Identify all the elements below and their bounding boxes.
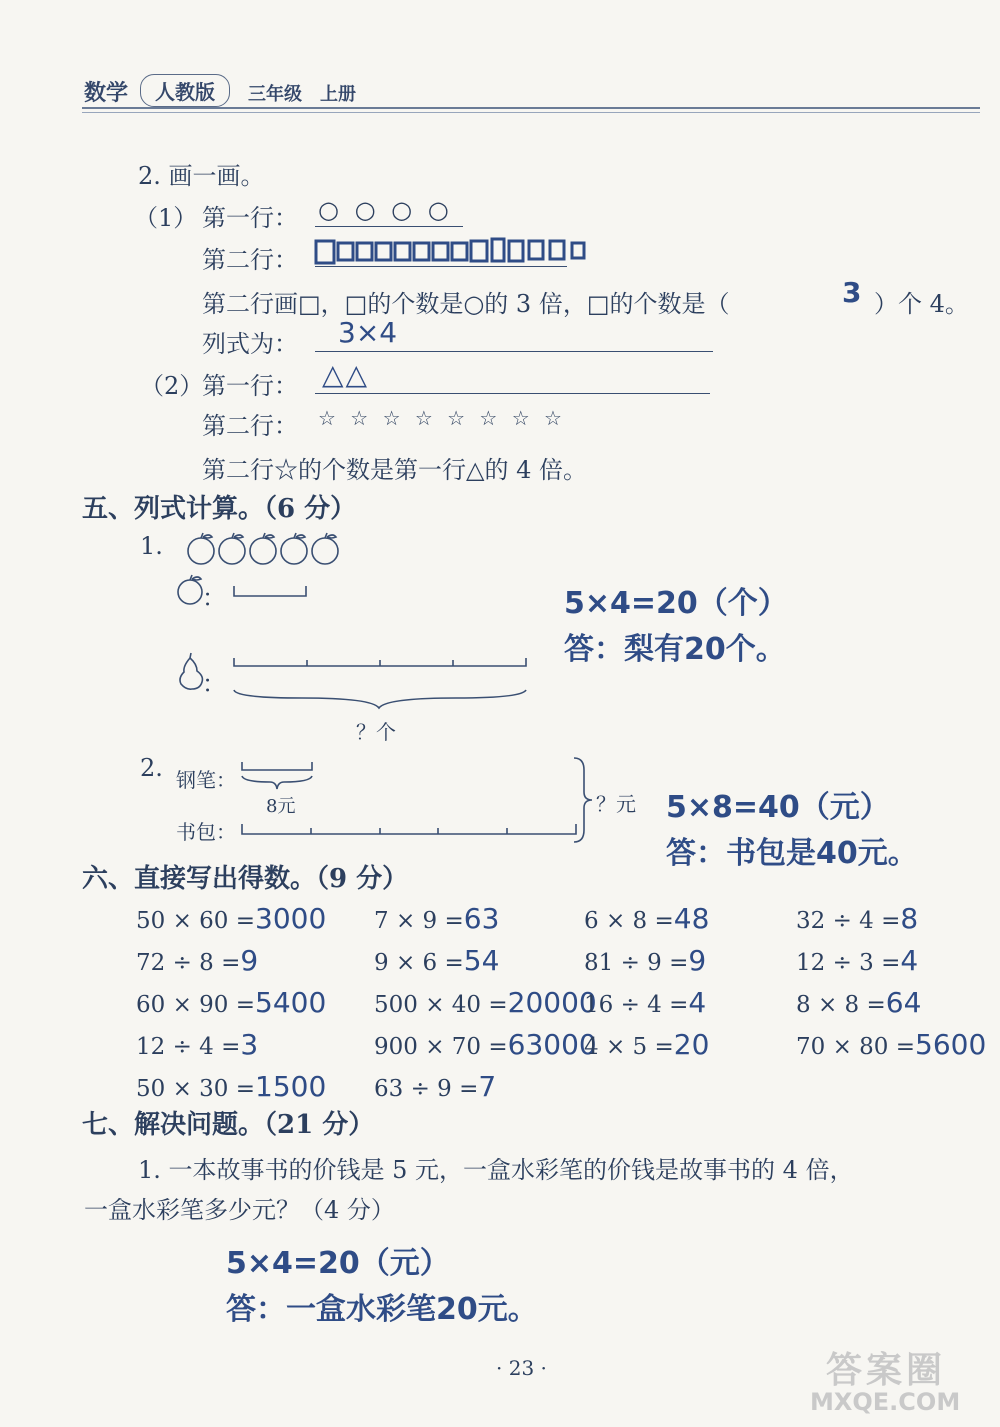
mental-math-answer: 3	[240, 1028, 259, 1061]
section5-title: 五、列式计算。（6 分）	[82, 494, 357, 524]
mental-math-item	[136, 1028, 258, 1061]
mental-math-question: 9 × 6 =	[374, 950, 464, 976]
mental-math-item	[796, 1028, 986, 1061]
mental-math-question: 500 × 40 =	[374, 992, 508, 1018]
mental-math-question: 7 × 9 =	[374, 908, 464, 934]
draw-row1-underline	[315, 226, 463, 227]
mental-math-question: 50 × 60 =	[136, 908, 256, 934]
section5-q2-number: 2.	[140, 754, 163, 782]
mental-math-answer: 9	[240, 944, 259, 977]
mental-math-question: 12 ÷ 4 =	[136, 1034, 241, 1060]
draw-part2-row2-stars: ☆ ☆ ☆ ☆ ☆ ☆ ☆ ☆	[318, 406, 566, 430]
apple-bar	[232, 584, 312, 600]
mental-math-item	[374, 1070, 496, 1103]
draw-part1-label: （1）	[134, 204, 198, 232]
header-grade: 三年级	[248, 84, 302, 105]
section7-q1-line2: 一盒水彩笔多少元？（4 分）	[84, 1196, 395, 1224]
mental-math-question: 6 × 8 =	[584, 908, 674, 934]
draw-part1-answer: 3	[842, 276, 862, 309]
pear-question: ？个	[356, 720, 396, 744]
mental-math-item	[796, 986, 921, 1019]
header-rule	[82, 107, 980, 109]
mental-math-item	[796, 902, 918, 935]
pear-bar	[232, 652, 532, 712]
section5-q1-number: 1.	[140, 532, 163, 560]
draw-row1-label: 第一行：	[202, 204, 298, 232]
mental-math-question: 32 ÷ 4 =	[796, 908, 901, 934]
section5-q1-formula: 5×4=20（个）	[564, 586, 788, 621]
pear-colon: ：	[202, 670, 226, 698]
draw-row2-underline	[315, 266, 567, 267]
mental-math-question: 63 ÷ 9 =	[374, 1076, 479, 1102]
apple-row-icons	[186, 532, 346, 568]
mental-math-question: 4 × 5 =	[584, 1034, 674, 1060]
mental-math-answer: 7	[478, 1070, 497, 1103]
section7-title: 七、解决问题。（21 分）	[82, 1110, 375, 1140]
draw-part1-sentence-b: ）个 4。	[874, 290, 969, 318]
section7-q1-line1: 1. 一本故事书的价钱是 5 元，一盒水彩笔的价钱是故事书的 4 倍，	[138, 1156, 854, 1184]
mental-math-question: 900 × 70 =	[374, 1034, 508, 1060]
draw-part2-row1-underline	[315, 393, 710, 394]
mental-math-answer: 20000	[507, 986, 597, 1019]
mental-math-question: 72 ÷ 8 =	[136, 950, 241, 976]
bag-label: 书包：	[176, 820, 236, 844]
draw-part2-row1-triangles: △△	[322, 358, 370, 391]
mental-math-item	[584, 1028, 709, 1061]
draw-title: 2. 画一画。	[138, 162, 265, 190]
mental-math-item	[374, 986, 597, 1019]
mental-math-item	[796, 944, 918, 977]
mental-math-question: 50 × 30 =	[136, 1076, 256, 1102]
header-edition-badge: 人教版	[140, 74, 230, 107]
draw-part2-row1-label: 第一行：	[202, 372, 298, 400]
draw-formula-answer: 3×4	[338, 316, 398, 349]
header-volume: 上册	[320, 84, 356, 105]
pen-bar	[240, 758, 320, 792]
mental-math-item	[136, 902, 326, 935]
mental-math-item	[374, 944, 499, 977]
section5-q2-formula: 5×8=40（元）	[666, 790, 890, 825]
mental-math-item	[584, 986, 706, 1019]
mental-math-answer: 54	[463, 944, 500, 977]
mental-math-answer: 4	[688, 986, 707, 1019]
mental-math-item	[374, 1028, 597, 1061]
mental-math-question: 70 × 80 =	[796, 1034, 916, 1060]
mental-math-item	[374, 902, 499, 935]
draw-part2-row2-label: 第二行：	[202, 412, 298, 440]
section5-q2-answer: 答：书包是40元。	[666, 836, 918, 871]
bag-question: ？元	[596, 792, 636, 816]
section5-q1-answer: 答：梨有20个。	[564, 632, 786, 667]
pen-label: 钢笔：	[176, 768, 236, 792]
mental-math-question: 60 × 90 =	[136, 992, 256, 1018]
draw-part2-sentence: 第二行☆的个数是第一行△的 4 倍。	[202, 456, 587, 484]
header-subject: 数学	[84, 81, 129, 106]
watermark-top: 答案圈	[826, 1350, 947, 1391]
mental-math-question: 12 ÷ 3 =	[796, 950, 901, 976]
mental-math-answer: 5600	[915, 1028, 987, 1061]
mental-math-item	[136, 986, 326, 1019]
page-number: · 23 ·	[496, 1356, 547, 1380]
mental-math-answer: 9	[688, 944, 707, 977]
mental-math-answer: 20	[673, 1028, 710, 1061]
section7-q1-answer: 答：一盒水彩笔20元。	[226, 1292, 538, 1327]
mental-math-item	[136, 944, 258, 977]
draw-part2-label: （2）	[140, 372, 204, 400]
section7-q1-formula: 5×4=20（元）	[226, 1246, 450, 1281]
apple-colon: ：	[202, 584, 226, 612]
total-brace	[572, 756, 596, 846]
watermark-bottom: MXQE.COM	[810, 1388, 961, 1416]
bag-bar	[240, 820, 580, 840]
mental-math-answer: 8	[900, 902, 919, 935]
mental-math-answer: 5400	[255, 986, 327, 1019]
draw-formula-label: 列式为：	[202, 330, 298, 358]
mental-math-answer: 1500	[255, 1070, 327, 1103]
mental-math-question: 81 ÷ 9 =	[584, 950, 689, 976]
mental-math-question: 16 ÷ 4 =	[584, 992, 689, 1018]
section6-title: 六、直接写出得数。（9 分）	[82, 864, 409, 894]
mental-math-answer: 3000	[255, 902, 327, 935]
mental-math-item	[584, 902, 709, 935]
mental-math-answer: 48	[673, 902, 710, 935]
draw-row2-label: 第二行：	[202, 246, 298, 274]
draw-part1-sentence-a: 第二行画□，□的个数是○的 3 倍，□的个数是（	[202, 290, 730, 318]
mental-math-answer: 4	[900, 944, 919, 977]
mental-math-answer: 64	[885, 986, 922, 1019]
draw-row1-circles: ○ ○ ○ ○	[318, 196, 453, 224]
draw-formula-underline	[315, 351, 713, 352]
mental-math-question: 8 × 8 =	[796, 992, 886, 1018]
mental-math-answer: 63000	[507, 1028, 597, 1061]
mental-math-item	[584, 944, 706, 977]
header-rule-thin	[82, 112, 980, 113]
mental-math-item	[136, 1070, 326, 1103]
pen-price: 8元	[266, 796, 296, 817]
mental-math-answer: 63	[463, 902, 500, 935]
